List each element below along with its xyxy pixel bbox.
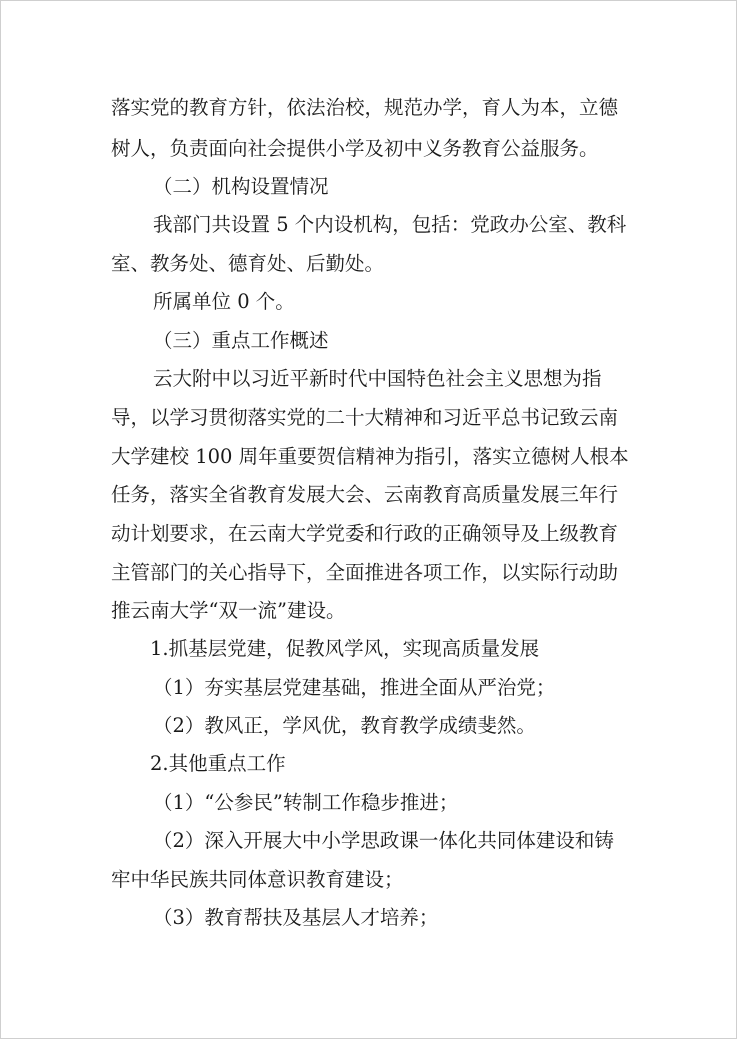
paragraph-line: 我部门共设置 5 个内设机构，包括：党政办公室、教科 <box>153 213 627 236</box>
paragraph-line: 推云南大学“双一流”建设。 <box>111 599 346 622</box>
paragraph-line: 云大附中以习近平新时代中国特色社会主义思想为指 <box>153 367 602 390</box>
section-heading-2: （二）机构设置情况 <box>153 175 329 198</box>
list-item: （1）“公参民”转制工作稳步推进； <box>153 791 459 814</box>
paragraph-line: 导，以学习贯彻落实党的二十大精神和习近平总书记致云南 <box>111 406 619 429</box>
paragraph-line: 室、教务处、德育处、后勤处。 <box>111 252 385 275</box>
list-item: （3）教育帮扶及基层人才培养； <box>153 906 439 929</box>
paragraph-line: 树人，负责面向社会提供小学及初中义务教育公益服务。 <box>111 137 599 160</box>
paragraph-line: 动计划要求，在云南大学党委和行政的正确领导及上级教育 <box>111 522 619 545</box>
paragraph-line: 主管部门的关心指导下，全面推进各项工作，以实际行动助 <box>111 561 619 584</box>
paragraph-line: 任务，落实全省教育发展大会、云南教育高质量发展三年行 <box>111 483 619 506</box>
numbered-heading-1: 1.抓基层党建，促教风学风，实现高质量发展 <box>150 637 540 660</box>
section-heading-3: （三）重点工作概述 <box>153 329 329 352</box>
list-item: （2）深入开展大中小学思政课一体化共同体建设和铸 <box>153 829 614 852</box>
list-item: （2）教风正，学风优，教育教学成绩斐然。 <box>153 714 536 737</box>
paragraph-line: 落实党的教育方针，依法治校，规范办学，育人为本，立德 <box>111 96 619 119</box>
paragraph-line: 所属单位 0 个。 <box>153 290 295 313</box>
paragraph-line: 大学建校 100 周年重要贺信精神为指引，落实立德树人根本 <box>111 445 629 468</box>
list-item: （1）夯实基层党建基础，推进全面从严治党； <box>153 676 556 699</box>
numbered-heading-2: 2.其他重点工作 <box>150 752 286 775</box>
paragraph-line: 牢中华民族共同体意识教育建设； <box>111 868 404 891</box>
